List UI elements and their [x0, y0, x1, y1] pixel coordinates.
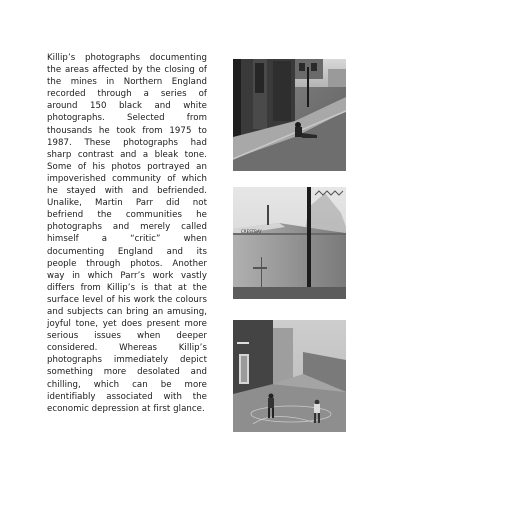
body-text-line: thousands he took from 1975 to — [47, 125, 207, 136]
body-text-line: chilling, which can be more — [47, 379, 207, 390]
body-text-line: differs from Killip’s is that at the — [47, 282, 207, 293]
body-text-line: people through photos. Another — [47, 258, 207, 269]
body-text-line: Some of his photos portrayed an — [47, 161, 207, 172]
body-text-line: something more desolated and — [47, 367, 207, 378]
body-text-line: way in which Parr’s work vastly — [47, 270, 207, 281]
body-text — [47, 52, 207, 415]
body-text-line: photographs immediately depict — [47, 355, 207, 366]
body-text-line: himself a “critic” when — [47, 234, 207, 245]
body-text-line: considered. Whereas Killip’s — [47, 343, 207, 354]
body-text-line: sharp contrast and a bleak tone. — [47, 149, 207, 160]
ship-photo — [233, 187, 346, 299]
body-text-line: befriend the communities he — [47, 210, 207, 221]
body-text-line: Unalike, Martin Parr did not — [47, 198, 207, 209]
street-photo — [233, 59, 346, 171]
body-text-line: the areas affected by the closing of — [47, 65, 207, 76]
body-text-line: around 150 black and white — [47, 101, 207, 112]
body-text-line: serious issues when deeper — [47, 331, 207, 342]
body-text-line: surface level of his work the colours — [47, 294, 207, 305]
svg-text:CRESTBAY: CRESTBAY — [241, 229, 262, 234]
body-text-line: Killip’s photographs documenting — [47, 53, 207, 63]
body-text-line: 1987. These photographs had — [47, 137, 207, 148]
body-text-line: documenting England and its — [47, 246, 207, 257]
children-street-photo — [233, 320, 346, 432]
body-text-line: photographs and merely called — [47, 222, 207, 233]
body-text-line: impoverished community of which — [47, 173, 207, 184]
body-text-line: and subjects can bring an amusing, — [47, 306, 207, 317]
body-text-line: photographs. Selected from — [47, 113, 207, 124]
body-text-line: he stayed with and befriended. — [47, 186, 207, 197]
body-text-line: identifiably associated with the — [47, 391, 207, 402]
body-text-line: economic depression at first glance. — [47, 403, 205, 414]
body-text-line: joyful tone, yet does present more — [47, 319, 207, 330]
body-text-line: recorded through a series of — [47, 89, 207, 100]
body-text-line: the mines in Northern England — [47, 77, 207, 88]
